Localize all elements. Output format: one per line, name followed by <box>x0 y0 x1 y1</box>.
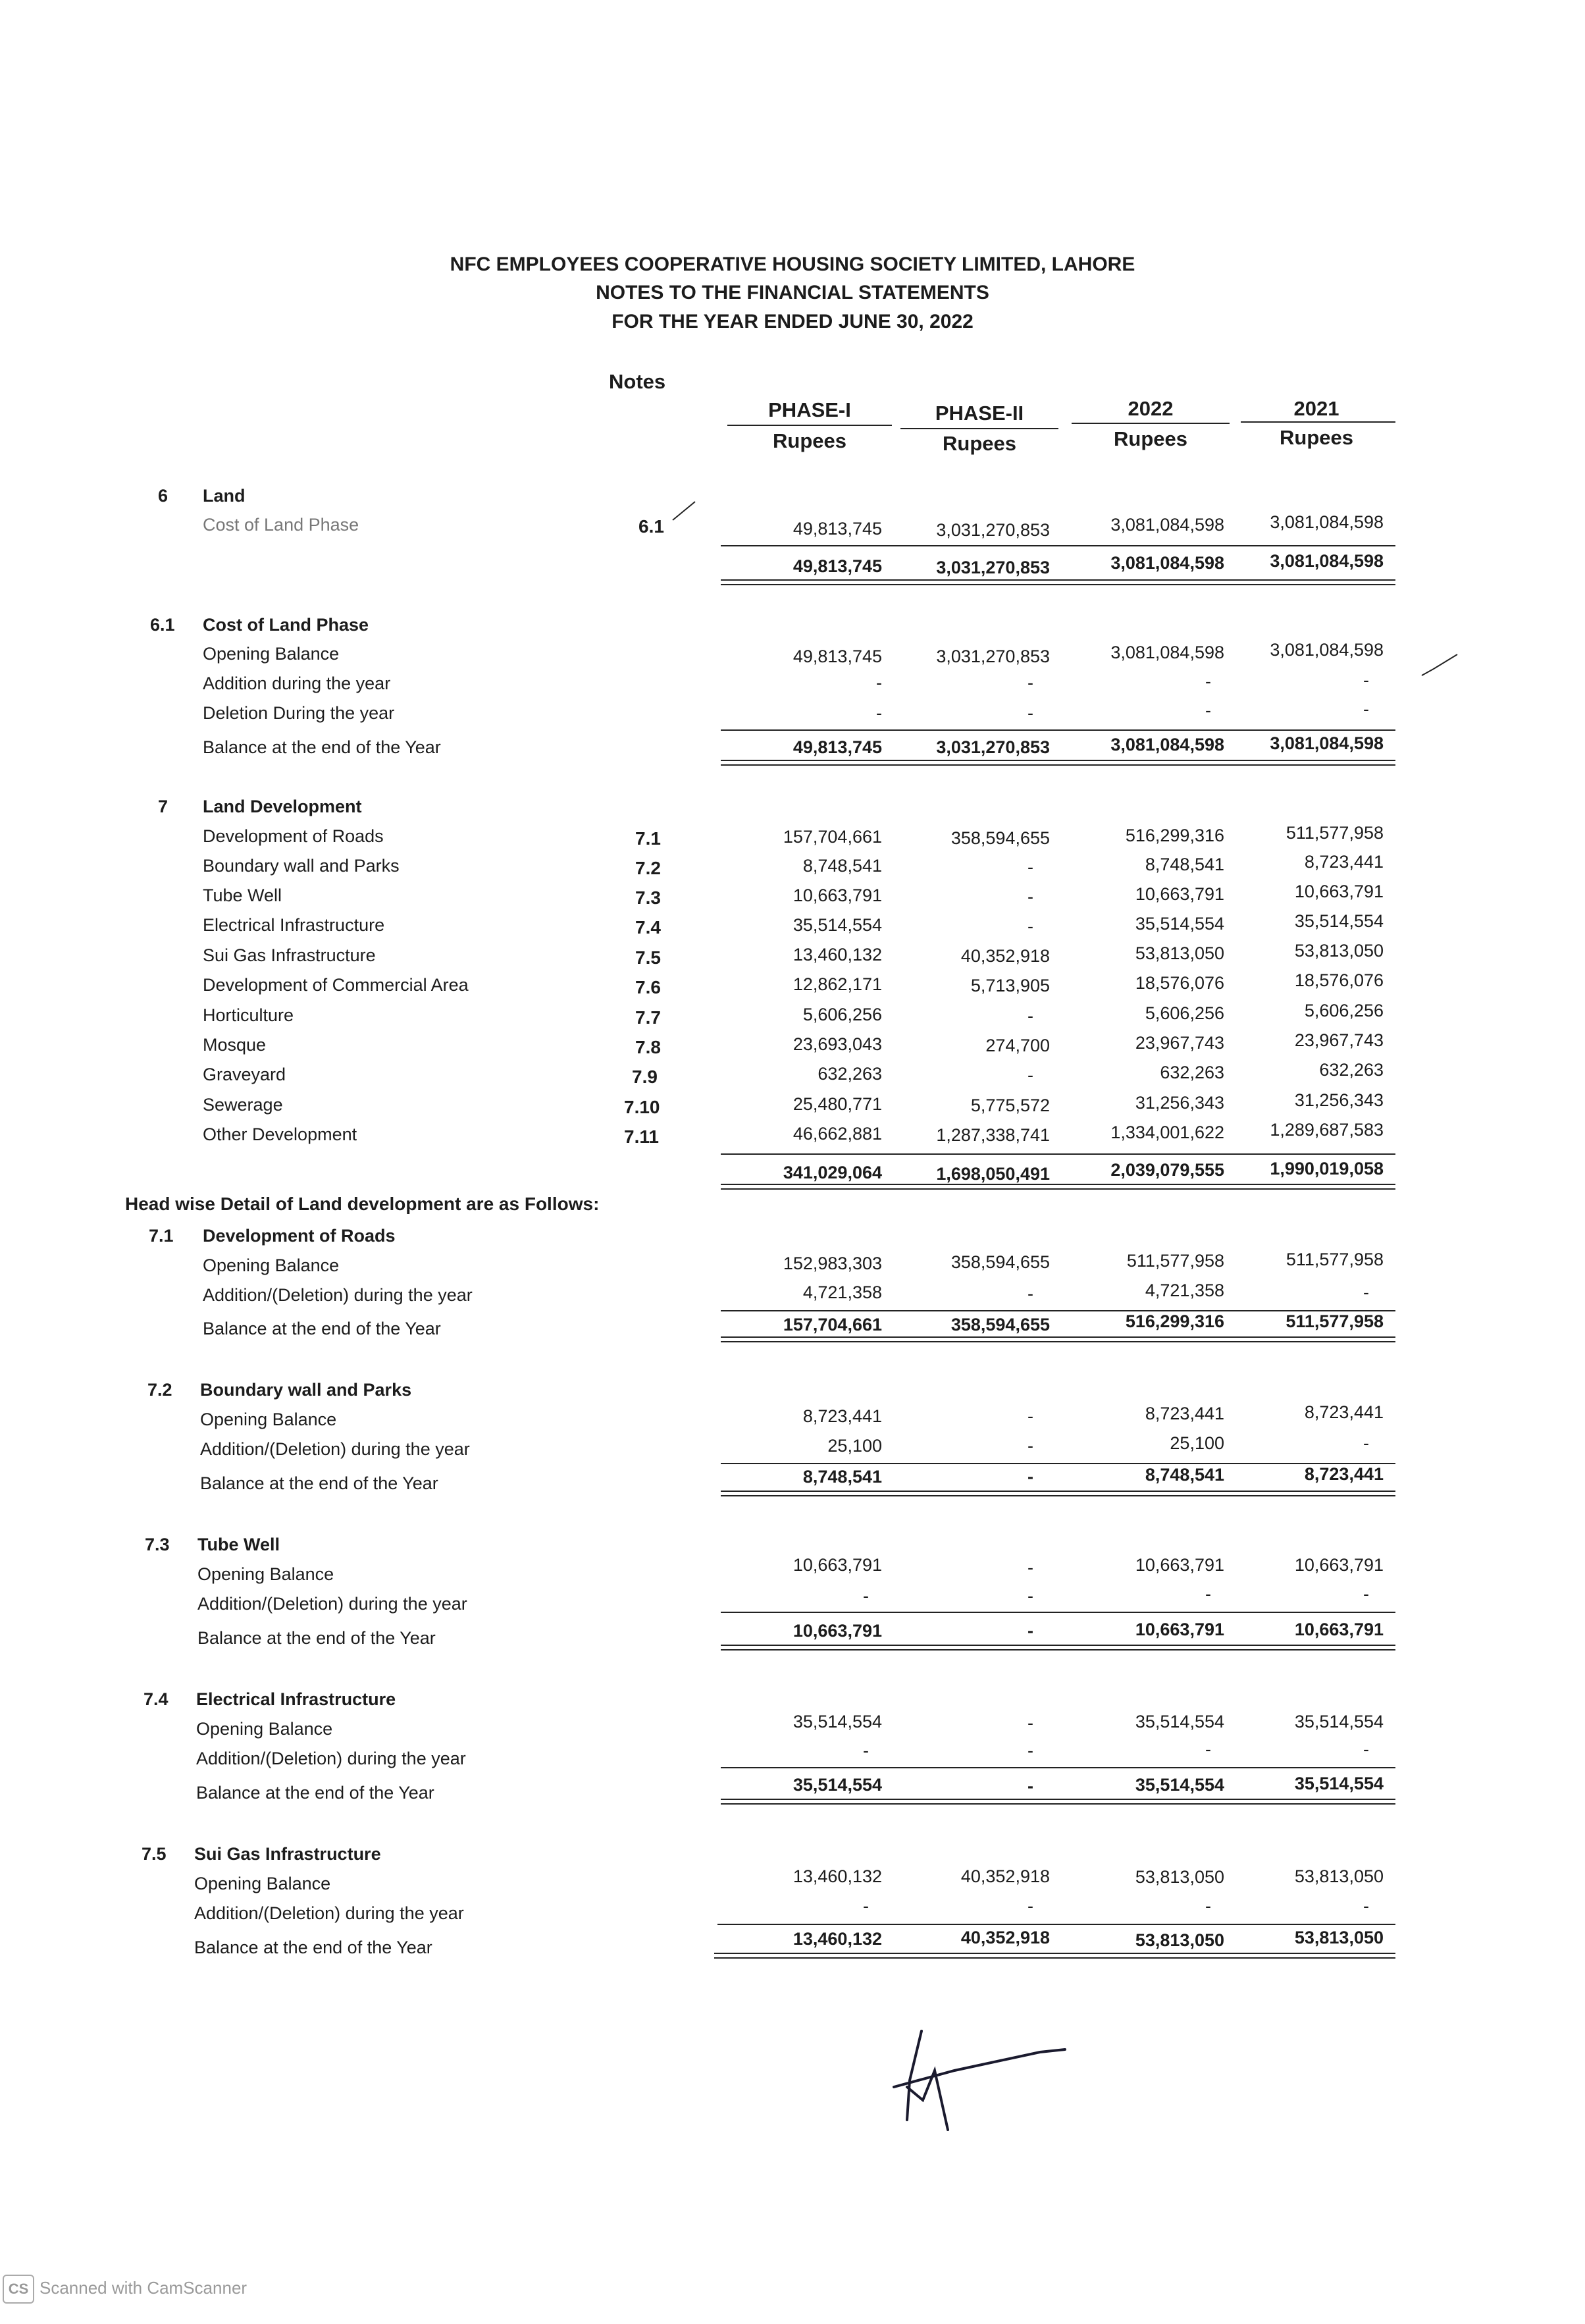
cell: 3,081,084,598 <box>1270 640 1384 660</box>
total-cell: 2,039,079,555 <box>1110 1160 1224 1180</box>
total-cell: 3,031,270,853 <box>936 558 1050 577</box>
total-cell: 3,081,084,598 <box>1110 735 1224 754</box>
total-cell: 358,594,655 <box>950 1315 1050 1334</box>
cell: 10,663,791 <box>792 885 882 905</box>
total-cell: 10,663,791 <box>792 1621 882 1641</box>
row-label: Mosque <box>203 1035 267 1055</box>
cell: 49,813,745 <box>792 519 882 539</box>
cell: - <box>1027 673 1033 693</box>
report-title: NFC EMPLOYEES COOPERATIVE HOUSING SOCIETY LIMITED, LAHORE <box>450 253 1135 275</box>
total-cell: 3,081,084,598 <box>1270 551 1384 571</box>
cell: - <box>1363 670 1369 690</box>
cell: 40,352,918 <box>960 1866 1050 1886</box>
cell: 40,352,918 <box>960 946 1050 966</box>
total-cell: 49,813,745 <box>792 556 882 576</box>
cell: 5,606,256 <box>1145 1003 1224 1023</box>
section-number: 7.2 <box>147 1380 172 1400</box>
note-ref: 7.3 <box>635 887 661 908</box>
total-cell: 8,748,541 <box>802 1467 882 1487</box>
row-label: Sewerage <box>203 1095 283 1115</box>
cell: 3,031,270,853 <box>936 647 1050 666</box>
total-cell: 3,081,084,598 <box>1110 553 1224 573</box>
row-label: Balance at the end of the Year <box>197 1628 436 1648</box>
row-label: Opening Balance <box>203 1255 340 1275</box>
row-label: Tube Well <box>203 885 282 905</box>
row-label: Cost of Land Phase <box>203 515 359 535</box>
row-label: Opening Balance <box>200 1410 337 1429</box>
cell: - <box>1027 1006 1033 1026</box>
cell: 10,663,791 <box>1135 884 1224 904</box>
note-ref: 7.8 <box>635 1037 661 1057</box>
cell: 632,263 <box>1160 1063 1224 1082</box>
report-period: FOR THE YEAR ENDED JUNE 30, 2022 <box>611 311 974 332</box>
cell: 3,081,084,598 <box>1270 512 1384 532</box>
total-cell: 511,577,958 <box>1286 1311 1384 1331</box>
cell: - <box>1205 1739 1211 1759</box>
row-label: Addition/(Deletion) during the year <box>194 1903 464 1923</box>
row-label: Other Development <box>203 1124 357 1144</box>
cell: - <box>863 1741 869 1760</box>
section-number: 7.4 <box>143 1689 169 1709</box>
total-cell: 35,514,554 <box>792 1775 882 1795</box>
cell: 46,662,881 <box>792 1124 882 1144</box>
cell: 632,263 <box>818 1064 882 1084</box>
checkmark-icon <box>1420 652 1460 678</box>
cell: 5,713,905 <box>970 976 1050 995</box>
section-number: 7.1 <box>149 1226 174 1246</box>
col-phase1-title: PHASE-I <box>768 398 851 421</box>
cell: - <box>1363 1584 1369 1604</box>
cell: 25,100 <box>827 1436 882 1456</box>
cell: 10,663,791 <box>1135 1555 1224 1575</box>
cell: 35,514,554 <box>1135 914 1224 934</box>
cell: 4,721,358 <box>802 1282 882 1302</box>
cell: 12,862,171 <box>792 974 882 994</box>
cell: 10,663,791 <box>1294 882 1384 901</box>
section-number: 7.5 <box>142 1844 167 1864</box>
note-ref: 7.4 <box>635 917 661 938</box>
total-cell: 8,723,441 <box>1304 1464 1384 1484</box>
note-ref: 6.1 <box>638 516 664 537</box>
cell: - <box>1027 1741 1033 1760</box>
cell: - <box>1363 1433 1369 1453</box>
row-label: Development of Commercial Area <box>203 975 469 995</box>
total-cell: 40,352,918 <box>960 1928 1050 1947</box>
cell: 1,287,338,741 <box>936 1125 1050 1145</box>
camscanner-logo: CS <box>3 2275 34 2304</box>
cell: - <box>1027 1896 1033 1916</box>
cell: 1,289,687,583 <box>1270 1120 1384 1140</box>
cell: 13,460,132 <box>792 1866 882 1886</box>
cell: 8,723,441 <box>802 1406 882 1426</box>
cell: - <box>1027 1406 1033 1426</box>
total-cell: 10,663,791 <box>1135 1620 1224 1639</box>
total-cell: 1,698,050,491 <box>936 1164 1050 1184</box>
cell: 8,748,541 <box>1145 855 1224 874</box>
cell: 53,813,050 <box>1294 1866 1384 1886</box>
cell: 5,775,572 <box>970 1096 1050 1115</box>
cell: - <box>1027 857 1033 877</box>
cell: 35,514,554 <box>792 1712 882 1731</box>
row-label: Opening Balance <box>196 1719 333 1739</box>
row-label: Balance at the end of the Year <box>203 1319 441 1338</box>
row-label: Deletion During the year <box>203 703 395 723</box>
cell: 25,100 <box>1170 1433 1224 1453</box>
cell: - <box>1027 1436 1033 1456</box>
row-label: Addition during the year <box>203 673 391 693</box>
row-label: Balance at the end of the Year <box>200 1473 438 1493</box>
total-cell: - <box>1027 1621 1033 1641</box>
row-label: Horticulture <box>203 1005 294 1025</box>
section-number: 7.3 <box>145 1535 170 1554</box>
cell: 157,704,661 <box>783 827 882 847</box>
cell: 3,081,084,598 <box>1110 515 1224 535</box>
col-phase2-title: PHASE-II <box>935 402 1024 425</box>
total-cell: 3,081,084,598 <box>1270 733 1384 753</box>
total-cell: 8,748,541 <box>1145 1465 1224 1485</box>
cell: 3,031,270,853 <box>936 520 1050 540</box>
cell: 23,967,743 <box>1135 1033 1224 1053</box>
row-label: Addition/(Deletion) during the year <box>197 1594 467 1614</box>
total-cell: - <box>1027 1467 1033 1487</box>
row-label: Graveyard <box>203 1065 286 1084</box>
cell: 13,460,132 <box>792 945 882 964</box>
section-title: Electrical Infrastructure <box>196 1689 396 1709</box>
total-cell: 157,704,661 <box>783 1315 882 1334</box>
cell: - <box>1363 1896 1369 1916</box>
section-title: Tube Well <box>197 1535 280 1554</box>
cell: 511,577,958 <box>1286 1250 1384 1269</box>
row-label: Opening Balance <box>203 644 340 664</box>
cell: 18,576,076 <box>1135 973 1224 993</box>
cell: - <box>863 1586 869 1606</box>
cell: - <box>1027 1586 1033 1606</box>
notes-heading: Notes <box>609 370 666 393</box>
cell: 358,594,655 <box>950 1252 1050 1272</box>
cell: - <box>1027 887 1033 907</box>
cell: 53,813,050 <box>1294 941 1384 961</box>
cell: - <box>1027 1284 1033 1304</box>
note-ref: 7.1 <box>635 828 661 849</box>
note-ref: 7.9 <box>632 1067 658 1087</box>
cell: 3,081,084,598 <box>1110 643 1224 662</box>
cell: 8,723,441 <box>1304 1402 1384 1422</box>
cell: - <box>1205 1896 1211 1916</box>
cell: 10,663,791 <box>792 1555 882 1575</box>
report-subtitle: NOTES TO THE FINANCIAL STATEMENTS <box>596 282 989 304</box>
cell: 8,748,541 <box>802 856 882 876</box>
section-title: Development of Roads <box>203 1226 396 1246</box>
section-title: Cost of Land Phase <box>203 615 369 635</box>
col-phase2-unit: Rupees <box>943 432 1016 455</box>
cell: - <box>1363 1282 1369 1302</box>
signature <box>882 2024 1079 2136</box>
cell: 35,514,554 <box>1135 1712 1224 1731</box>
cell: 4,721,358 <box>1145 1281 1224 1300</box>
total-cell: 516,299,316 <box>1125 1311 1224 1331</box>
row-label: Opening Balance <box>197 1564 334 1584</box>
cell: 31,256,343 <box>1294 1090 1384 1110</box>
cell: - <box>863 1896 869 1916</box>
total-cell: 1,990,019,058 <box>1270 1159 1384 1178</box>
cell: - <box>1363 1739 1369 1759</box>
col-phase1-unit: Rupees <box>773 429 846 452</box>
total-cell: 53,813,050 <box>1294 1928 1384 1947</box>
row-label: Balance at the end of the Year <box>196 1783 434 1803</box>
cell: 358,594,655 <box>950 828 1050 848</box>
section-title: Land Development <box>203 797 362 816</box>
cell: - <box>1027 1065 1033 1085</box>
row-label: Balance at the end of the Year <box>194 1938 432 1957</box>
cell: 5,606,256 <box>802 1005 882 1024</box>
total-cell: 13,460,132 <box>792 1929 882 1949</box>
cell: 35,514,554 <box>1294 1712 1384 1731</box>
cell: - <box>1205 1584 1211 1604</box>
cell: 23,693,043 <box>792 1034 882 1054</box>
row-label: Sui Gas Infrastructure <box>203 945 376 965</box>
footer-watermark: Scanned with CamScanner <box>39 2278 247 2298</box>
note-ref: 7.5 <box>635 947 661 968</box>
section-number: 6 <box>158 486 169 506</box>
note-ref: 7.7 <box>635 1007 661 1028</box>
col-2021-title: 2021 <box>1293 397 1339 420</box>
cell: - <box>1027 916 1033 936</box>
col-2022-unit: Rupees <box>1114 427 1187 450</box>
cell: 5,606,256 <box>1304 1001 1384 1020</box>
cell: 10,663,791 <box>1294 1555 1384 1575</box>
cell: 53,813,050 <box>1135 943 1224 963</box>
cell: 152,983,303 <box>783 1254 882 1273</box>
cell: - <box>1027 703 1033 723</box>
section-title: Sui Gas Infrastructure <box>194 1844 381 1864</box>
row-label: Addition/(Deletion) during the year <box>200 1439 470 1459</box>
note-ref: 7.10 <box>624 1097 660 1117</box>
cell: - <box>1027 1558 1033 1577</box>
cell: - <box>1205 700 1211 720</box>
cell: - <box>876 703 882 723</box>
checkmark-icon <box>671 500 698 523</box>
total-cell: 35,514,554 <box>1135 1775 1224 1795</box>
section-number: 6.1 <box>150 615 175 635</box>
cell: - <box>876 673 882 693</box>
row-label: Opening Balance <box>194 1874 331 1893</box>
cell: 18,576,076 <box>1294 970 1384 990</box>
total-cell: 10,663,791 <box>1294 1620 1384 1639</box>
cell: 516,299,316 <box>1125 826 1224 845</box>
cell: - <box>1027 1713 1033 1733</box>
note-ref: 7.2 <box>635 858 661 878</box>
row-label: Addition/(Deletion) during the year <box>196 1749 466 1768</box>
cell: 632,263 <box>1319 1060 1384 1080</box>
section-title: Boundary wall and Parks <box>200 1380 412 1400</box>
cell: - <box>1363 699 1369 719</box>
total-cell: - <box>1027 1776 1033 1796</box>
cell: 35,514,554 <box>792 915 882 935</box>
cell: 8,723,441 <box>1145 1404 1224 1423</box>
row-label: Development of Roads <box>203 826 384 846</box>
total-cell: 341,029,064 <box>783 1163 882 1182</box>
headwise-heading: Head wise Detail of Land development are as Follows: <box>125 1194 600 1214</box>
row-label: Addition/(Deletion) during the year <box>203 1285 473 1305</box>
row-label: Electrical Infrastructure <box>203 915 385 935</box>
cell: 8,723,441 <box>1304 852 1384 872</box>
note-ref: 7.11 <box>624 1126 659 1147</box>
col-2022-title: 2022 <box>1128 397 1174 420</box>
cell: 35,514,554 <box>1294 911 1384 931</box>
cell: 25,480,771 <box>792 1094 882 1114</box>
total-cell: 49,813,745 <box>792 737 882 757</box>
cell: 49,813,745 <box>792 647 882 666</box>
section-number: 7 <box>158 797 169 816</box>
total-cell: 53,813,050 <box>1135 1930 1224 1950</box>
note-ref: 7.6 <box>635 977 661 997</box>
cell: 1,334,001,622 <box>1110 1122 1224 1142</box>
cell: 31,256,343 <box>1135 1093 1224 1113</box>
cell: 23,967,743 <box>1294 1030 1384 1050</box>
row-label: Boundary wall and Parks <box>203 856 400 876</box>
col-2021-unit: Rupees <box>1280 426 1353 449</box>
cell: 274,700 <box>985 1036 1050 1055</box>
section-title: Land <box>203 486 246 506</box>
total-cell: 3,031,270,853 <box>936 737 1050 757</box>
row-label: Balance at the end of the Year <box>203 737 441 757</box>
total-cell: 35,514,554 <box>1294 1774 1384 1793</box>
cell: 511,577,958 <box>1126 1251 1224 1271</box>
cell: - <box>1205 672 1211 691</box>
cell: 511,577,958 <box>1286 823 1384 843</box>
cell: 53,813,050 <box>1135 1867 1224 1887</box>
